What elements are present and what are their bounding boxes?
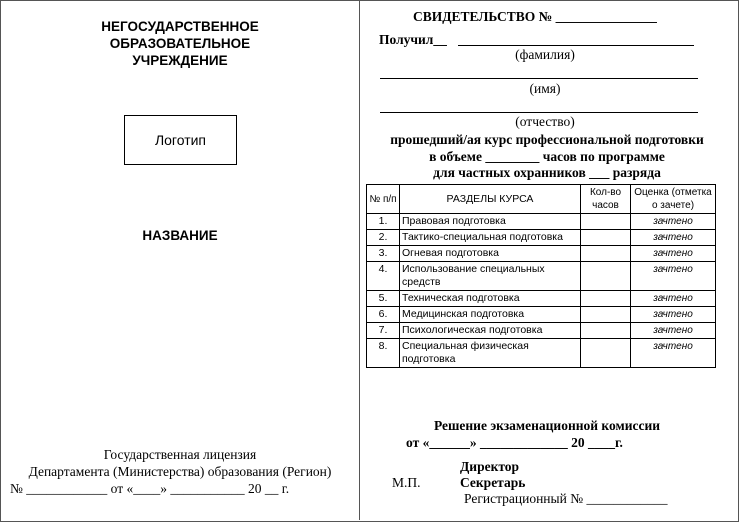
- license-block: [4, 446, 356, 497]
- table-row: [367, 230, 716, 246]
- license-line-3: № ____________ от «____» ___________ 20 __ г.: [10, 481, 290, 496]
- logo-placeholder: [124, 115, 237, 165]
- row-section: Тактико-специальная подготовка: [400, 230, 581, 246]
- table-header-row: [367, 185, 716, 214]
- row-num: 6.: [367, 307, 400, 323]
- row-hours: [581, 246, 631, 262]
- row-section: Психологическая подготовка: [400, 323, 581, 339]
- course-line-1: прошедший/ая курс профессиональной подготовки: [390, 132, 704, 147]
- row-section: Огневая подготовка: [400, 246, 581, 262]
- course-line-3: для частных охранников ___ разряда: [433, 165, 661, 180]
- row-hours: [581, 291, 631, 307]
- row-grade: зачтено: [631, 307, 716, 323]
- table-row: [367, 307, 716, 323]
- name-line: [380, 78, 698, 79]
- table-row: [367, 262, 716, 291]
- director-label: Директор: [460, 459, 520, 474]
- secretary-label: Секретарь: [460, 475, 526, 490]
- row-grade: зачтено: [631, 214, 716, 230]
- patronymic-caption: (отчество): [515, 114, 575, 129]
- patronymic-line: [380, 112, 698, 113]
- decision-date: от «______» _____________ 20 ____г.: [406, 435, 623, 450]
- row-hours: [581, 307, 631, 323]
- table-row: [367, 339, 716, 368]
- row-hours: [581, 323, 631, 339]
- stamp-label: М.П.: [392, 475, 421, 490]
- surname-line: [458, 45, 694, 46]
- org-line-2: ОБРАЗОВАТЕЛЬНОЕ: [109, 36, 251, 51]
- row-hours: [581, 214, 631, 230]
- row-num: 7.: [367, 323, 400, 339]
- table-row: [367, 246, 716, 262]
- institution-name: НАЗВАНИЕ: [142, 228, 218, 243]
- row-grade: зачтено: [631, 323, 716, 339]
- decision-title: Решение экзаменационной комиссии: [433, 418, 661, 433]
- row-grade: зачтено: [631, 339, 716, 368]
- row-num: 8.: [367, 339, 400, 368]
- name-caption: (имя): [529, 81, 561, 96]
- row-num: 1.: [367, 214, 400, 230]
- course-line-2: в объеме ________ часов по программе: [429, 149, 665, 164]
- page-divider: [359, 0, 360, 520]
- row-num: 3.: [367, 246, 400, 262]
- header-num: № п/п: [367, 185, 400, 214]
- course-table: [366, 184, 716, 368]
- header-hours: Кол-во часов: [581, 185, 631, 214]
- row-grade: зачтено: [631, 291, 716, 307]
- header-section: РАЗДЕЛЫ КУРСА: [400, 185, 581, 214]
- license-line-1: Государственная лицензия: [103, 447, 257, 462]
- certificate-title: СВИДЕТЕЛЬСТВО № _______________: [413, 9, 657, 24]
- row-grade: зачтено: [631, 262, 716, 291]
- row-num: 5.: [367, 291, 400, 307]
- org-line-1: НЕГОСУДАРСТВЕННОЕ: [101, 19, 259, 34]
- row-hours: [581, 230, 631, 246]
- row-section: Техническая подготовка: [400, 291, 581, 307]
- row-section: Специальная физическая подготовка: [400, 339, 581, 368]
- row-num: 4.: [367, 262, 400, 291]
- registration-number: Регистрационный № ____________: [464, 491, 668, 506]
- surname-caption: (фамилия): [515, 47, 575, 62]
- row-hours: [581, 262, 631, 291]
- row-section: Использование специальных средств: [400, 262, 581, 291]
- row-section: Медицинская подготовка: [400, 307, 581, 323]
- table-row: [367, 214, 716, 230]
- row-grade: зачтено: [631, 246, 716, 262]
- header-grade: Оценка (отметка о зачете): [631, 185, 716, 214]
- logo-label: Логотип: [154, 132, 207, 148]
- row-num: 2.: [367, 230, 400, 246]
- row-hours: [581, 339, 631, 368]
- table-row: [367, 291, 716, 307]
- organization-title: [40, 18, 320, 69]
- row-grade: зачтено: [631, 230, 716, 246]
- org-line-3: УЧРЕЖДЕНИЕ: [132, 53, 228, 68]
- received-label: Получил__: [379, 32, 447, 47]
- row-section: Правовая подготовка: [400, 214, 581, 230]
- license-line-2: Департамента (Министерства) образования (Регион): [28, 464, 332, 479]
- table-row: [367, 323, 716, 339]
